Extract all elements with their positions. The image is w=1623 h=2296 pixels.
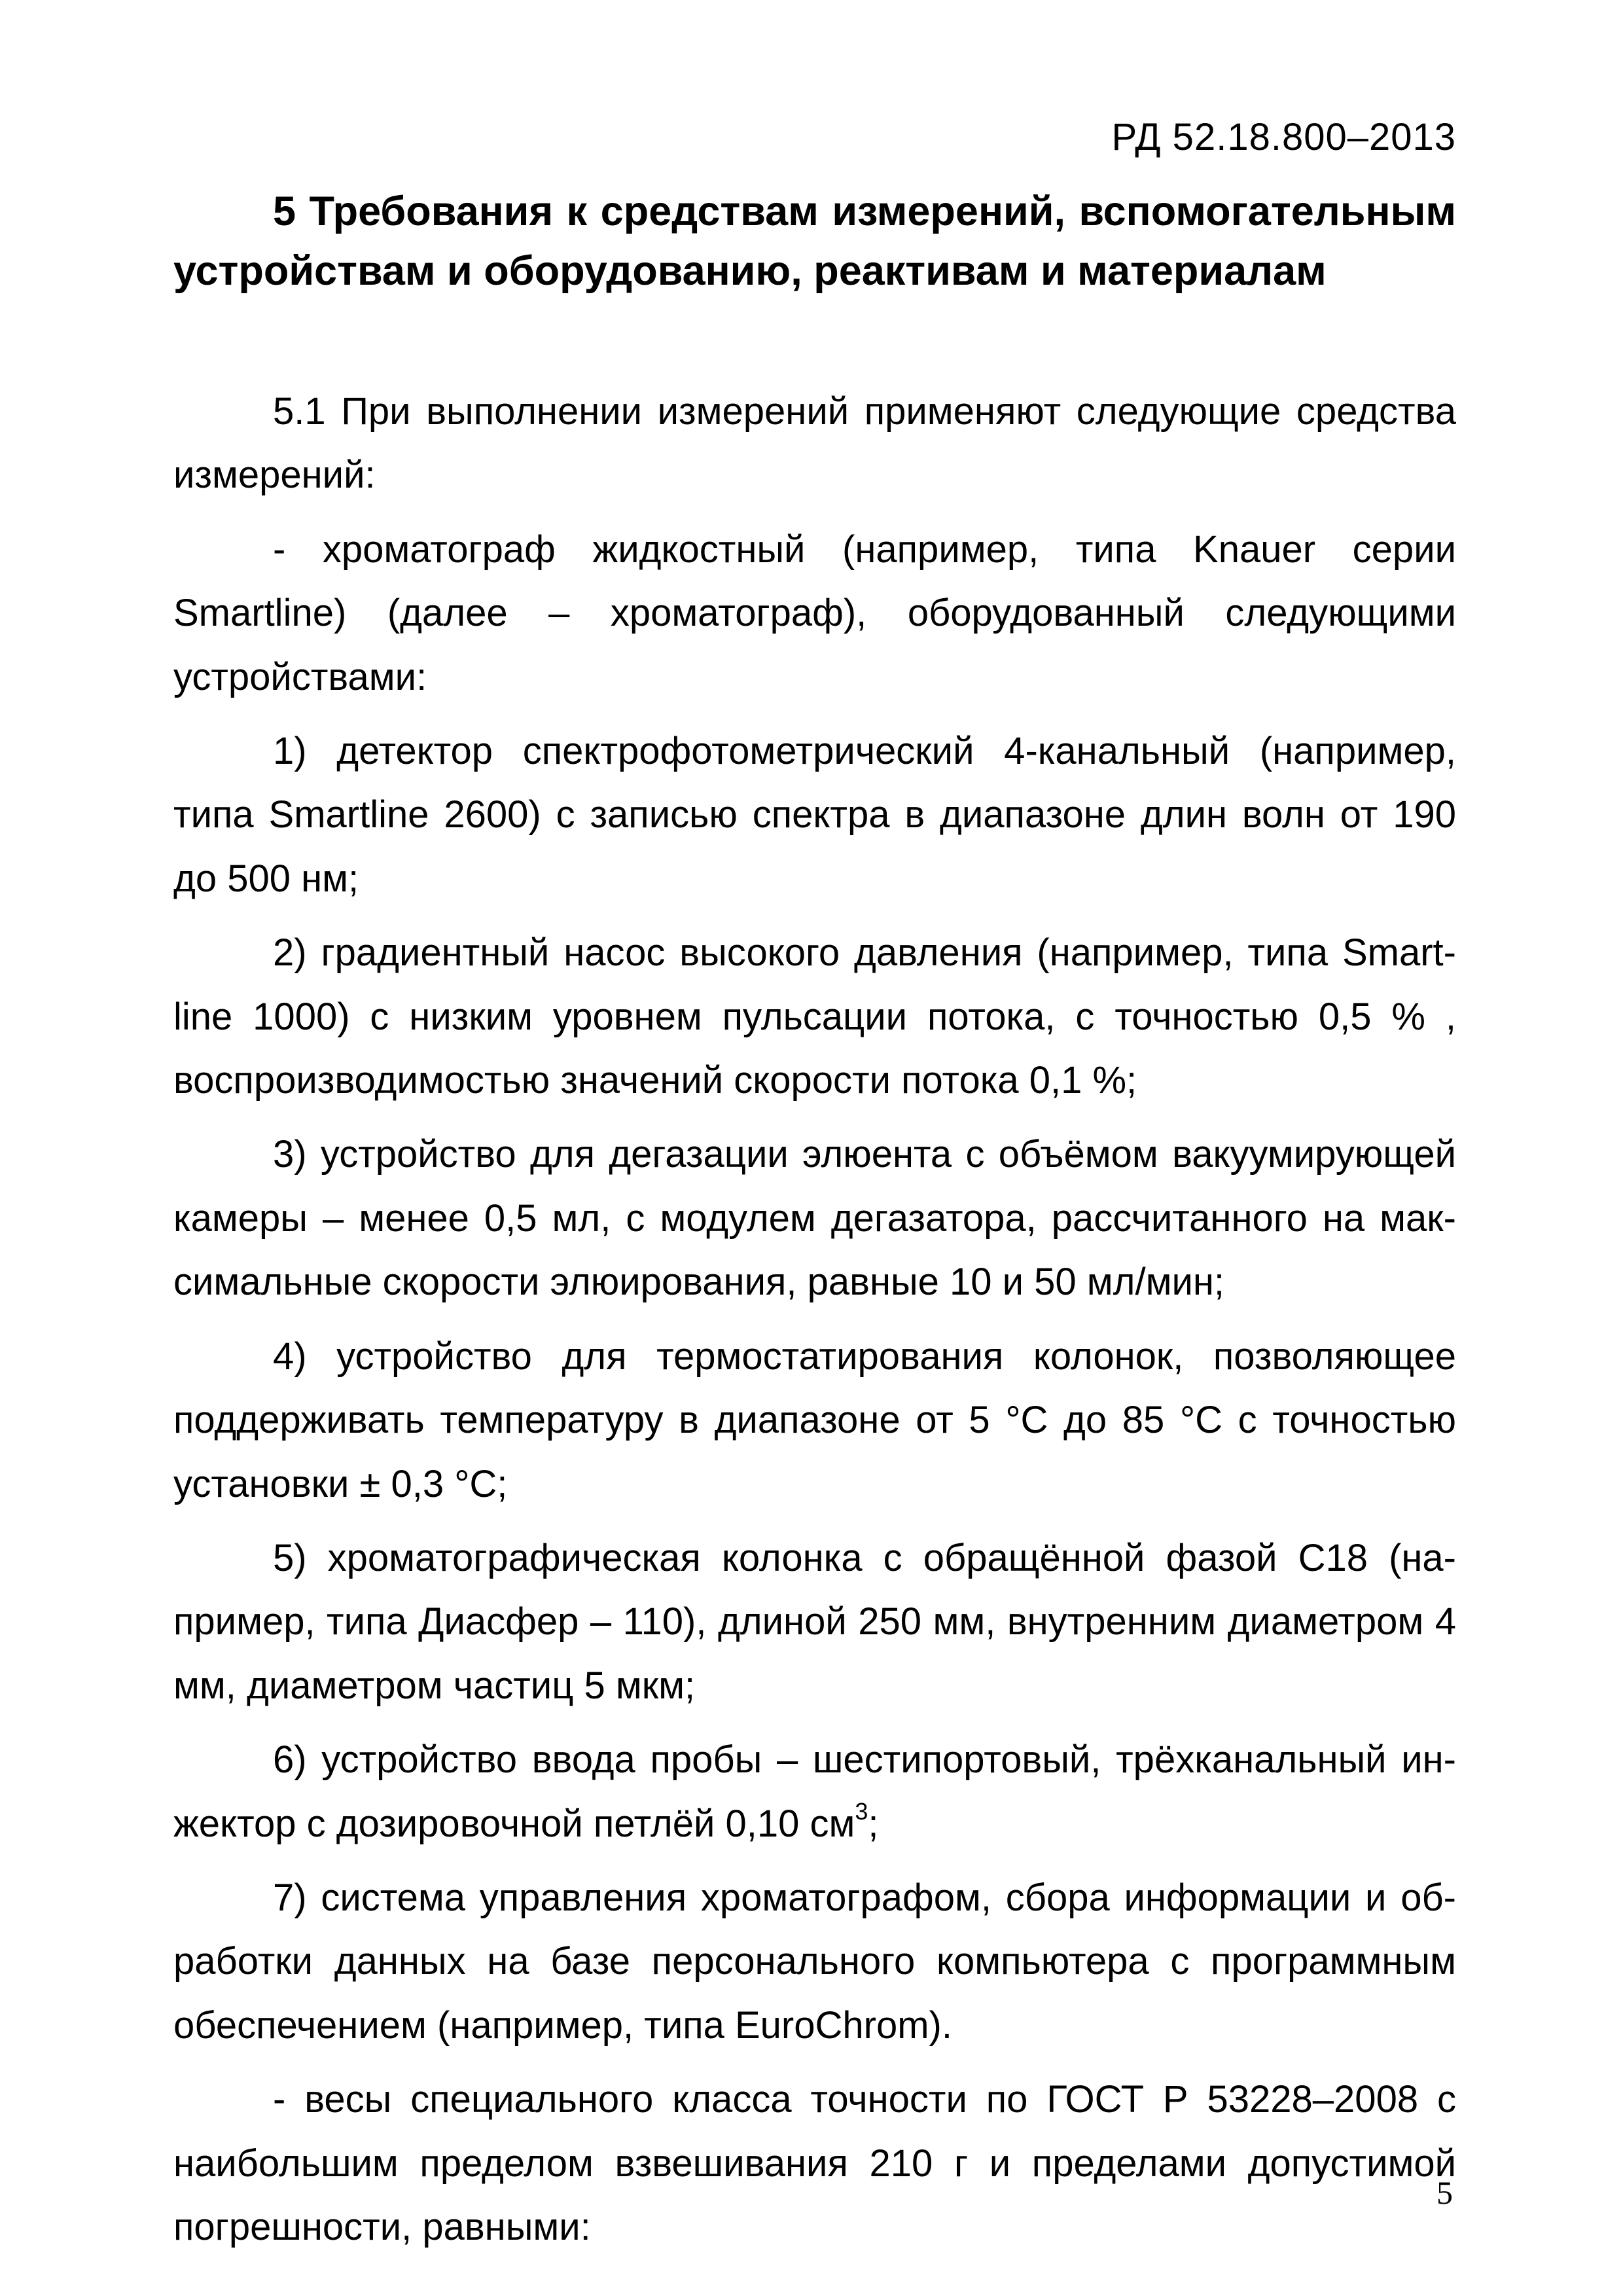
document-body bbox=[173, 380, 1456, 2269]
paragraph-5-1: 5.1 При выполнении измерений применяют следующие средства измерений: bbox=[173, 390, 1456, 497]
injector-text-end: ; bbox=[868, 1802, 879, 1845]
paragraph-item-4-thermostat: 4) устройство для термостатирования колонок, позволяющее поддерживать температуру в диапазоне от 5 °С до 85 °С с точностью установки ± 0,3 °С; bbox=[173, 1335, 1456, 1505]
paragraph-item-3-degasser: 3) устройство для дегазации элюента с объёмом вакуумирующей камеры – менее 0,5 мл, с модулем дегазатора, рассчитанного на максимальные скорости элюирования, равные 10 и 50 мл/мин; bbox=[173, 1133, 1456, 1304]
injector-text: 6) устройство ввода пробы – шестипортовый, трёхканальный инжектор с дозировочной петлёй 0,10 см bbox=[173, 1738, 1456, 1845]
paragraph-chromatograph: - хроматограф жидкостный (например, типа Knauer серии Smartline) (далее – хроматограф), оборудованный следующими устройствами: bbox=[173, 528, 1456, 698]
section-heading: 5 Требования к средствам измерений, вспомогательным устройствам и оборудованию, реактивам и материалам bbox=[173, 188, 1456, 294]
page-number: 5 bbox=[1436, 2174, 1453, 2211]
document-code-header: РД 52.18.800–2013 bbox=[1111, 116, 1456, 158]
paragraph-item-7-control-system: 7) система управления хроматографом, сбора информации и обработки данных на базе персонального компьютера с программным обеспечением (например, типа EuroChrom). bbox=[173, 1876, 1456, 2047]
paragraph-item-1-detector: 1) детектор спектрофотометрический 4-канальный (например, типа Smartline 2600) с записью спектра в диапазоне длин волн от 190 до 500 нм; bbox=[173, 730, 1456, 900]
paragraph-scales: - весы специального класса точности по ГОСТ Р 53228–2008 с наибольшим пределом взвешивания 210 г и пределами допустимой погрешности, равными: bbox=[173, 2078, 1456, 2248]
paragraph-item-6-injector bbox=[173, 1728, 1456, 1856]
superscript-cube: 3 bbox=[855, 1797, 868, 1825]
paragraph-item-5-column: 5) хроматографическая колонка с обращённой фазой С18 (например, типа Диасфер – 110), длиной 250 мм, внутренним диаметром 4 мм, диаметром частиц 5 мкм; bbox=[173, 1536, 1456, 1707]
paragraph-item-2-pump: 2) градиентный насос высокого давления (например, типа Smartline 1000) с низким уровнем пульсации потока, с точностью 0,5 % , воспроизводимостью значений скорости потока 0,1 %; bbox=[173, 931, 1456, 1102]
